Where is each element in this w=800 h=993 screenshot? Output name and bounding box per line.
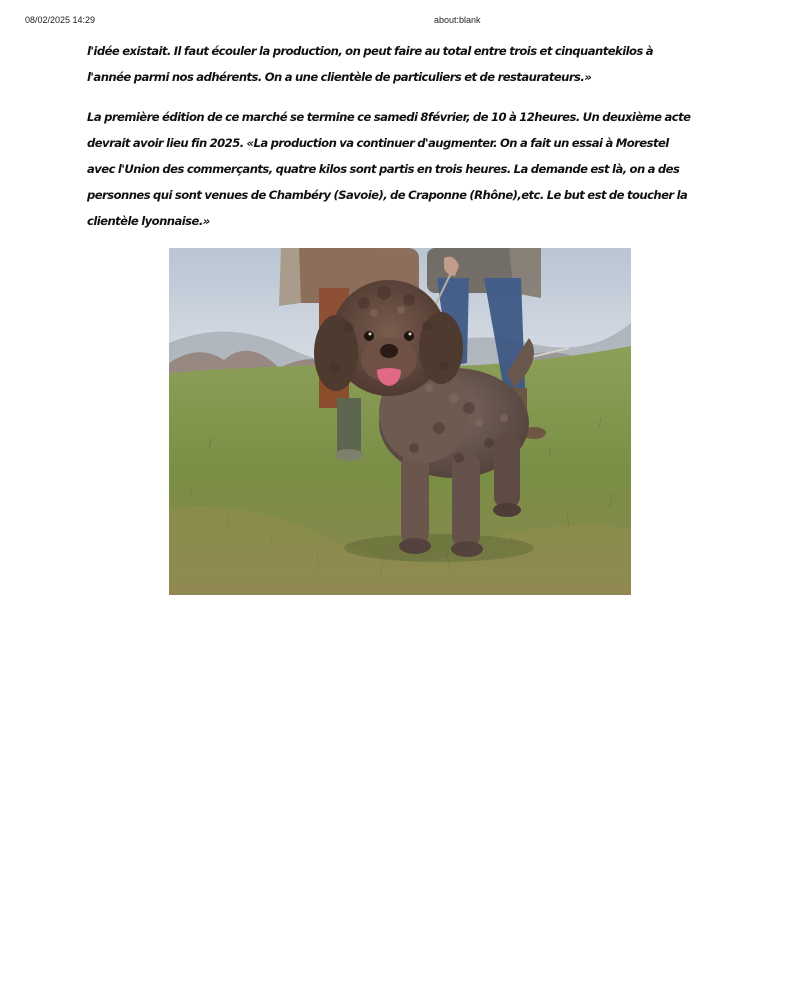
paragraph-2-line-1: La première édition de ce marché se termine ce samedi 8février, de 10 à 12heures. Un deuxième acte xyxy=(87,110,691,124)
print-url: about:blank xyxy=(434,15,481,25)
paragraph-1-line-2: l'année parmi nos adhérents. On a une clientèle de particuliers et de restaurateurs.» xyxy=(87,70,592,84)
truffle-dog-photo xyxy=(169,248,631,595)
paragraph-1-line-1: l'idée existait. Il faut écouler la production, on peut faire au total entre trois et cinquantekilos à xyxy=(87,44,654,58)
paragraph-gap xyxy=(87,90,727,104)
paragraph-2-line-3: avec l'Union des commerçants, quatre kilos sont partis en trois heures. La demande est là, on a des xyxy=(87,162,680,176)
print-header xyxy=(0,15,800,29)
print-datetime: 08/02/2025 14:29 xyxy=(25,15,96,25)
paragraph-2-line-4: personnes qui sont venues de Chambéry (Savoie), de Craponne (Rhône),etc. Le but est de toucher la xyxy=(87,188,688,202)
paragraph-2-line-2: devrait avoir lieu fin 2025. «La production va continuer d'augmenter. On a fait un essai à Morestel xyxy=(87,136,669,150)
paragraph-2-line-5: clientèle lyonnaise.» xyxy=(87,214,210,228)
article-photo xyxy=(169,248,631,595)
article-body xyxy=(87,38,727,234)
